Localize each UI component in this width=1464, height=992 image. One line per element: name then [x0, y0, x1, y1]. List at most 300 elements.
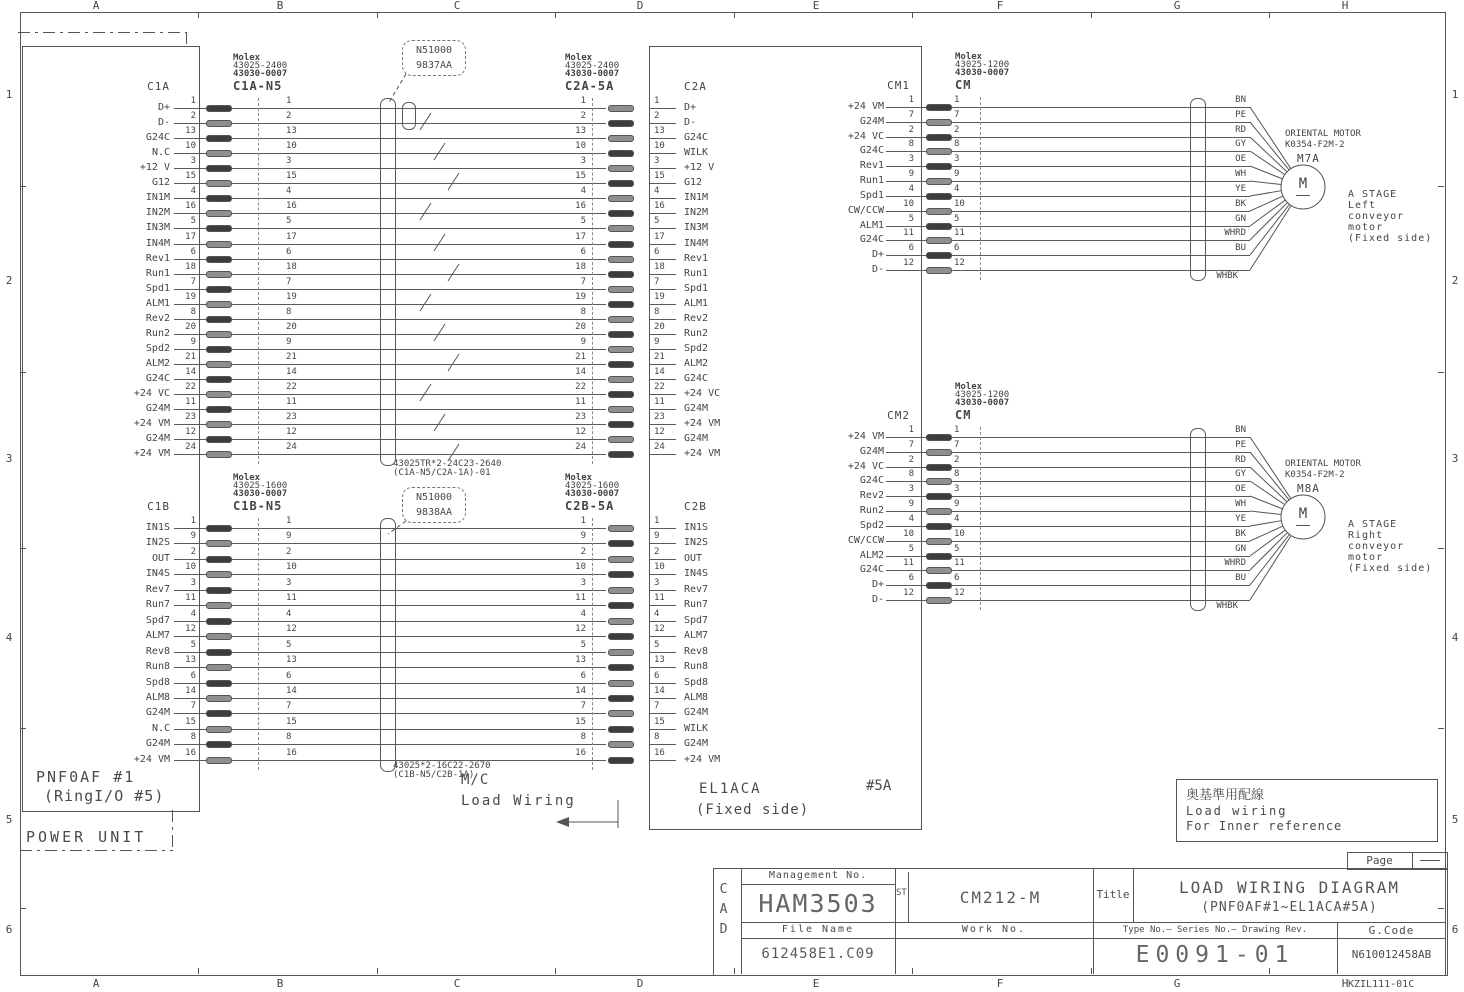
signal-label: D-	[871, 594, 884, 605]
signal-label: Rev2	[145, 313, 170, 324]
pin-number: 20	[185, 322, 196, 332]
pin-number: 1	[954, 95, 960, 105]
cable-connector-name: CM	[955, 408, 972, 422]
pin-number: 6	[954, 573, 960, 583]
pin-number: 7	[908, 110, 914, 120]
signal-label: Run2	[859, 505, 884, 516]
signal-label: IN2S	[684, 537, 709, 548]
pin-number: 8	[908, 469, 914, 479]
signal-label: ALM2	[145, 358, 170, 369]
wire-color-label: BU	[1235, 573, 1246, 583]
pin-number: 8	[954, 469, 960, 479]
pin-number: 24	[654, 442, 665, 452]
ruler-letter-top: G	[1173, 0, 1181, 12]
motor-note-line: motor	[1348, 552, 1384, 563]
contact-icon	[608, 346, 634, 353]
pin-number: 19	[654, 292, 665, 302]
motor-lead-line	[1250, 511, 1281, 515]
pin-number: 1	[580, 516, 586, 526]
pin-number: 14	[185, 367, 196, 377]
ruler-letter-bottom: C	[453, 977, 461, 990]
ruler-number-left: 6	[5, 923, 13, 936]
ruler-letter-top: B	[276, 0, 284, 12]
signal-label: +24 VM	[847, 101, 884, 112]
pin-number: 5	[954, 544, 960, 554]
load-wiring-arrowhead-icon	[556, 817, 569, 827]
signal-label: Run2	[684, 328, 709, 339]
signal-label: IN3M	[145, 222, 170, 233]
signal-label: +12 V	[684, 162, 715, 173]
contact-icon	[926, 208, 952, 215]
pin-number: 15	[286, 171, 297, 181]
pin-number: 7	[954, 110, 960, 120]
pin-number: 10	[654, 141, 665, 151]
tb-st-label: ST	[896, 888, 907, 898]
signal-label: ALM2	[859, 550, 884, 561]
wire	[649, 698, 676, 699]
signal-label: D+	[871, 249, 884, 260]
pin-number: 3	[580, 578, 586, 588]
signal-label: ALM1	[684, 298, 709, 309]
contact-icon	[206, 120, 232, 127]
motor-lead-line	[1250, 481, 1285, 505]
pin-number: 5	[190, 216, 196, 226]
signal-label: Spd2	[684, 343, 709, 354]
pin-number: 3	[654, 578, 660, 588]
ruler-tick	[20, 548, 26, 549]
region-label-power-unit: POWER UNIT	[26, 828, 147, 846]
contact-icon	[206, 436, 232, 443]
wire	[649, 621, 676, 622]
signal-label: +24 VM	[847, 431, 884, 442]
pin-number: 1	[908, 95, 914, 105]
pin-number: 7	[654, 277, 660, 287]
pin-number: 5	[286, 640, 292, 650]
motor-note-line: A STAGE	[1348, 189, 1398, 200]
motor-symbol: M	[1298, 506, 1308, 522]
contact-icon	[608, 210, 634, 217]
ruler-letter-bottom: D	[636, 977, 644, 990]
wire	[649, 198, 676, 199]
pin-number: 19	[286, 292, 297, 302]
contact-icon	[608, 195, 634, 202]
pin-number: 3	[286, 156, 292, 166]
connector-mating-line	[980, 97, 981, 280]
wire-color-label: WHRD	[1224, 228, 1246, 238]
pin-number: 3	[908, 154, 914, 164]
pin-number: 9	[654, 531, 660, 541]
signal-label: Rev7	[145, 584, 170, 595]
contact-icon	[608, 286, 634, 293]
contact-icon	[206, 150, 232, 157]
ruler-number-left: 2	[5, 274, 13, 287]
signal-label: G24C	[145, 373, 170, 384]
cable-bundle-icon	[1190, 428, 1206, 611]
connector-mating-line	[980, 427, 981, 610]
contact-icon	[608, 741, 634, 748]
pin-number: 21	[575, 352, 586, 362]
signal-label: Spd7	[145, 615, 170, 626]
contact-icon	[206, 525, 232, 532]
pin-number: 4	[190, 609, 196, 619]
pin-number: 13	[286, 655, 297, 665]
signal-label: D+	[684, 102, 697, 113]
pin-number: 4	[654, 186, 660, 196]
contact-icon	[608, 649, 634, 656]
wire-color-label: OE	[1235, 484, 1246, 494]
pin-number: 5	[286, 216, 292, 226]
contact-icon	[608, 710, 634, 717]
signal-label: G24M	[859, 446, 884, 457]
pin-number: 16	[654, 201, 665, 211]
contact-icon	[926, 553, 952, 560]
contact-icon	[608, 316, 634, 323]
contact-icon	[926, 119, 952, 126]
cable-bundle-icon	[402, 102, 416, 130]
part-callout	[402, 487, 466, 523]
contact-icon	[608, 436, 634, 443]
wire	[649, 683, 676, 684]
molex-brand-label: Molex	[233, 473, 261, 483]
pin-number: 3	[580, 156, 586, 166]
wire	[649, 138, 676, 139]
pin-number: 6	[954, 243, 960, 253]
motor-lead-line	[1250, 181, 1281, 185]
pin-number: 7	[654, 701, 660, 711]
pin-number: 6	[908, 573, 914, 583]
connector-name: C1A	[147, 80, 170, 93]
contact-icon	[206, 618, 232, 625]
signal-label: D-	[157, 117, 170, 128]
signal-label: ALM1	[145, 298, 170, 309]
pin-number: 6	[286, 671, 292, 681]
pin-number: 12	[286, 624, 297, 634]
wire	[649, 409, 676, 410]
twisted-pair-mark	[434, 143, 445, 160]
pin-number: 6	[580, 671, 586, 681]
signal-label: Spd1	[145, 283, 170, 294]
signal-label: IN4M	[684, 238, 709, 249]
pin-number: 17	[575, 232, 586, 242]
wire	[649, 667, 676, 668]
contact-icon	[206, 225, 232, 232]
wire	[649, 304, 676, 305]
pin-number: 18	[286, 262, 297, 272]
tb-file-name: 612458E1.C09	[761, 946, 875, 962]
motor-lead-line	[1250, 206, 1291, 270]
pin-number: 11	[903, 228, 914, 238]
pin-number: 7	[580, 701, 586, 711]
signal-label: G24C	[145, 132, 170, 143]
pin-number: 8	[580, 732, 586, 742]
part-callout-line: 9838AA	[415, 507, 453, 518]
pin-number: 16	[185, 748, 196, 758]
ruler-letter-top: C	[453, 0, 461, 12]
pin-number: 11	[954, 558, 965, 568]
signal-label: G24M	[684, 707, 709, 718]
pin-number: 18	[185, 262, 196, 272]
contact-icon	[206, 587, 232, 594]
motor-model-label: K0354-F2M-2	[1285, 470, 1345, 480]
contact-icon	[926, 493, 952, 500]
contact-icon	[926, 148, 952, 155]
wire	[649, 590, 676, 591]
connector-name: CM2	[887, 409, 910, 422]
reference-note-jp: 奥基準用配線	[1186, 788, 1265, 803]
pin-number: 8	[654, 307, 660, 317]
pin-number: 12	[185, 427, 196, 437]
signal-label: Rev1	[145, 253, 170, 264]
pin-number: 2	[190, 111, 196, 121]
pin-number: 12	[954, 258, 965, 268]
motor-note-line: conveyor	[1348, 211, 1405, 222]
part-callout-line: N51000	[415, 45, 453, 56]
twisted-pair-mark	[420, 294, 431, 311]
signal-label: +24 VC	[847, 461, 884, 472]
ruler-tick	[1269, 12, 1270, 18]
ruler-letter-bottom: G	[1173, 977, 1181, 990]
pin-number: 17	[286, 232, 297, 242]
wire-color-label: WHRD	[1224, 558, 1246, 568]
molex-part-number: 43030-0007	[233, 69, 288, 79]
pin-number: 5	[580, 216, 586, 226]
molex-part-number: 43030-0007	[565, 69, 620, 79]
motor-note-line: (Fixed side)	[1348, 563, 1433, 574]
signal-label: D-	[871, 264, 884, 275]
pin-number: 23	[575, 412, 586, 422]
wire	[649, 636, 676, 637]
wire	[649, 364, 676, 365]
signal-label: G24M	[145, 403, 170, 414]
signal-label: Spd1	[859, 190, 884, 201]
tb-drawing-no: E0091-01	[1135, 942, 1295, 968]
contact-icon	[206, 556, 232, 563]
signal-label: N.C	[151, 147, 170, 158]
pin-number: 10	[575, 141, 586, 151]
pin-number: 15	[575, 171, 586, 181]
pin-number: 13	[654, 655, 665, 665]
signal-label: G24C	[859, 145, 884, 156]
pin-number: 12	[954, 588, 965, 598]
ruler-tick	[555, 12, 556, 18]
pin-number: 9	[286, 531, 292, 541]
contact-icon	[608, 241, 634, 248]
pin-number: 10	[286, 141, 297, 151]
signal-label: Run1	[684, 268, 709, 279]
contact-icon	[206, 680, 232, 687]
ruler-tick	[1438, 186, 1444, 187]
pin-number: 14	[654, 367, 665, 377]
contact-icon	[206, 633, 232, 640]
pin-number: 6	[286, 247, 292, 257]
motor-tag-label: M7A	[1297, 152, 1320, 165]
ruler-tick	[198, 968, 199, 974]
ruler-tick	[1091, 968, 1092, 974]
motor-note-line: motor	[1348, 222, 1384, 233]
ruler-letter-bottom: H	[1341, 977, 1349, 990]
wire-color-label: YE	[1235, 514, 1246, 524]
tb-title1: LOAD WIRING DIAGRAM	[1178, 878, 1401, 897]
contact-icon	[926, 523, 952, 530]
ruler-number-right: 2	[1451, 274, 1459, 287]
ruler-letter-top: A	[92, 0, 100, 12]
motor-note-line: (Fixed side)	[1348, 233, 1433, 244]
pin-number: 2	[654, 111, 660, 121]
signal-label: Spd2	[145, 343, 170, 354]
pin-number: 8	[580, 307, 586, 317]
contact-icon	[206, 271, 232, 278]
pin-number: 9	[654, 337, 660, 347]
pin-number: 8	[190, 732, 196, 742]
ruler-number-left: 3	[5, 452, 13, 465]
signal-label: IN4S	[684, 568, 709, 579]
pin-number: 7	[190, 277, 196, 287]
contact-icon	[608, 105, 634, 112]
pin-number: 14	[185, 686, 196, 696]
contact-icon	[608, 180, 634, 187]
signal-label: Spd2	[859, 520, 884, 531]
pin-number: 5	[954, 214, 960, 224]
connector-name: C2A	[684, 80, 707, 93]
pin-number: 12	[185, 624, 196, 634]
contact-icon	[926, 582, 952, 589]
ruler-number-left: 1	[5, 88, 13, 101]
wire	[649, 424, 676, 425]
wire	[649, 543, 676, 544]
pin-number: 10	[954, 199, 965, 209]
wire	[649, 259, 676, 260]
ruler-tick	[912, 968, 913, 974]
contact-icon	[206, 316, 232, 323]
signal-label: Spd7	[684, 615, 709, 626]
contact-icon	[608, 587, 634, 594]
pin-number: 10	[903, 199, 914, 209]
pin-number: 3	[908, 484, 914, 494]
wire	[649, 744, 676, 745]
contact-icon	[608, 757, 634, 764]
pin-number: 13	[185, 655, 196, 665]
signal-label: G24C	[684, 373, 709, 384]
ruler-letter-bottom: A	[92, 977, 100, 990]
pin-number: 2	[286, 547, 292, 557]
contact-icon	[206, 421, 232, 428]
contact-icon	[926, 567, 952, 574]
pin-number: 24	[575, 442, 586, 452]
pin-number: 5	[908, 544, 914, 554]
pin-number: 6	[580, 247, 586, 257]
pin-number: 10	[903, 529, 914, 539]
pin-number: 17	[185, 232, 196, 242]
signal-label: G24C	[859, 475, 884, 486]
pin-number: 19	[185, 292, 196, 302]
pin-number: 8	[908, 139, 914, 149]
pin-number: 12	[903, 588, 914, 598]
pin-number: 20	[575, 322, 586, 332]
pin-number: 16	[286, 748, 297, 758]
connector-name: C1B	[147, 500, 170, 513]
cable-note-line: (C1B-N5/C2B-1A)	[393, 770, 475, 780]
wire	[649, 334, 676, 335]
signal-label: ALM8	[684, 692, 709, 703]
pin-number: 1	[190, 516, 196, 526]
pin-number: 1	[286, 96, 292, 106]
molex-brand-label: Molex	[955, 52, 983, 62]
signal-label: G24M	[145, 738, 170, 749]
signal-label: Run8	[684, 661, 709, 672]
wire-color-label: PE	[1235, 440, 1246, 450]
contact-icon	[926, 193, 952, 200]
wire-color-label: WH	[1235, 499, 1246, 509]
region-label-pnf2: (RingI/O #5)	[44, 787, 165, 805]
contact-icon	[206, 664, 232, 671]
pin-number: 12	[654, 427, 665, 437]
wire	[649, 439, 676, 440]
signal-label: G24M	[684, 433, 709, 444]
pin-number: 21	[654, 352, 665, 362]
molex-brand-label: Molex	[233, 53, 261, 63]
pin-number: 22	[575, 382, 586, 392]
pin-number: 21	[286, 352, 297, 362]
wire	[649, 729, 676, 730]
molex-part-number: 43025-2400	[565, 61, 620, 71]
twisted-pair-mark	[420, 113, 431, 130]
signal-label: +12 V	[139, 162, 170, 173]
ruler-tick	[1091, 12, 1092, 18]
pin-number: 9	[908, 499, 914, 509]
signal-label: +24 VM	[684, 754, 721, 765]
molex-brand-label: Molex	[955, 382, 983, 392]
pin-number: 10	[185, 141, 196, 151]
wire-color-label: PE	[1235, 110, 1246, 120]
pin-number: 1	[654, 96, 660, 106]
contact-icon	[206, 361, 232, 368]
pin-number: 4	[954, 184, 960, 194]
wire	[649, 760, 676, 761]
motor-lead-line	[1250, 196, 1283, 211]
pin-number: 3	[954, 154, 960, 164]
pin-number: 2	[286, 111, 292, 121]
motor-make-label: ORIENTAL MOTOR	[1285, 459, 1361, 469]
wire	[649, 228, 676, 229]
motor-lead-line	[1250, 452, 1289, 500]
tb-work-label: Work No.	[961, 924, 1027, 935]
wire-color-label: GY	[1235, 469, 1246, 479]
pin-number: 16	[654, 748, 665, 758]
pin-number: 15	[654, 717, 665, 727]
contact-icon	[206, 540, 232, 547]
contact-icon	[608, 135, 634, 142]
contact-icon	[608, 165, 634, 172]
pin-number: 22	[286, 382, 297, 392]
contact-icon	[206, 195, 232, 202]
signal-label: +24 VM	[133, 418, 170, 429]
pin-number: 16	[575, 748, 586, 758]
molex-part-number: 43030-0007	[233, 489, 288, 499]
page-label: Page	[1366, 854, 1393, 867]
contact-icon	[608, 271, 634, 278]
wire-color-label: BK	[1235, 199, 1246, 209]
pin-number: 5	[654, 216, 660, 226]
signal-label: IN1M	[145, 192, 170, 203]
contact-icon	[608, 421, 634, 428]
signal-label: CW/CCW	[847, 205, 884, 216]
pin-number: 14	[286, 686, 297, 696]
signal-label: ALM7	[145, 630, 170, 641]
signal-label: N.C	[151, 723, 170, 734]
signal-label: +24 VM	[684, 418, 721, 429]
pin-number: 11	[954, 228, 965, 238]
pin-number: 7	[286, 277, 292, 287]
